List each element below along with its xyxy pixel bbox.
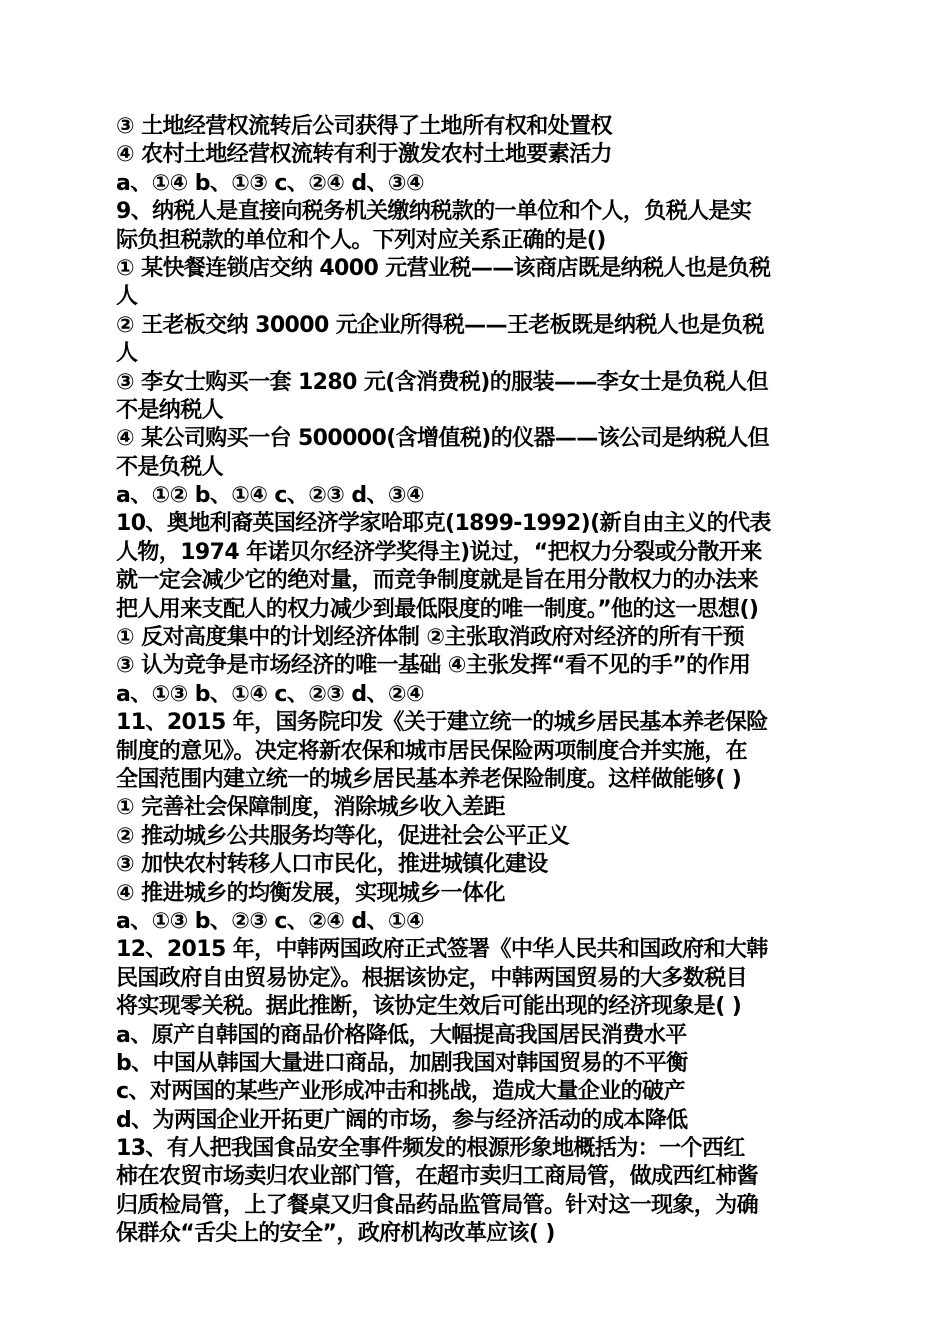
text-line: ③ 认为竞争是市场经济的唯一基础 ④主张发挥“看不见的手”的作用 [116, 653, 751, 679]
text-line: 9、纳税人是直接向税务机关缴纳税款的一单位和个人，负税人是实 [116, 199, 752, 225]
text-line: a、①③ b、①④ c、②③ d、②④ [116, 681, 424, 707]
text-line: 11、2015 年，国务院印发《关于建立统一的城乡居民基本养老保险 [116, 710, 768, 736]
text-line: 人物，1974 年诺贝尔经济学奖得主)说过，“把权力分裂或分散开来 [116, 539, 762, 565]
text-line: c、对两国的某些产业形成冲击和挑战，造成大量企业的破产 [116, 1079, 685, 1105]
text-line: ④ 农村土地经营权流转有利于激发农村土地要素活力 [116, 142, 612, 168]
text-line: 人 [116, 341, 138, 367]
text-line: a、原产自韩国的商品价格降低，大幅提高我国居民消费水平 [116, 1022, 687, 1048]
text-line: b、中国从韩国大量进口商品，加剧我国对韩国贸易的不平衡 [116, 1050, 688, 1076]
text-line: d、为两国企业开拓更广阔的市场，参与经济活动的成本降低 [116, 1107, 688, 1133]
text-line: ③ 李女士购买一套 1280 元(含消费税)的服装——李女士是负税人但 [116, 369, 768, 395]
text-line: ② 王老板交纳 30000 元企业所得税——王老板既是纳税人也是负税 [116, 312, 764, 338]
text-line: 全国范围内建立统一的城乡居民基本养老保险制度。这样做能够( ) [116, 766, 742, 792]
text-line: ① 某快餐连锁店交纳 4000 元营业税——该商店既是纳税人也是负税 [116, 255, 771, 281]
text-line: 将实现零关税。据此推断，该协定生效后可能出现的经济现象是( ) [116, 994, 742, 1020]
text-line: ① 完善社会保障制度，消除城乡收入差距 [116, 795, 505, 821]
text-line: ① 反对高度集中的计划经济体制 ②主张取消政府对经济的所有干预 [116, 625, 744, 651]
text-line: 民国政府自由贸易协定》。根据该协定，中韩两国贸易的大多数税目 [116, 965, 748, 991]
text-line: a、①④ b、①③ c、②④ d、③④ [116, 170, 424, 196]
text-line: 不是负税人 [116, 454, 224, 480]
text-line: 就一定会减少它的绝对量，而竞争制度就是旨在用分散权力的办法来 [116, 568, 759, 594]
text-line: a、①② b、①④ c、②③ d、③④ [116, 483, 424, 509]
text-line: 制度的意见》。决定将新农保和城市居民保险两项制度合并实施，在 [116, 738, 748, 764]
text-line: ③ 加快农村转移人口市民化，推进城镇化建设 [116, 852, 548, 878]
text-line: a、①③ b、②③ c、②④ d、①④ [116, 908, 424, 934]
text-line: 归质检局管，上了餐桌又归食品药品监管局管。针对这一现象，为确 [116, 1192, 759, 1218]
text-line: ④ 推进城乡的均衡发展，实现城乡一体化 [116, 880, 505, 906]
text-line: 不是纳税人 [116, 397, 224, 423]
text-line: 把人用来支配人的权力减少到最低限度的唯一制度。”他的这一思想() [116, 596, 759, 622]
document-body [116, 113, 836, 1249]
text-line: 12、2015 年，中韩两国政府正式签署《中华人民共和国政府和大韩 [116, 937, 768, 963]
text-line: 13、有人把我国食品安全事件频发的根源形象地概括为：一个西红 [116, 1136, 745, 1162]
text-line: 10、奥地利裔英国经济学家哈耶克(1899-1992)(新自由主义的代表 [116, 511, 771, 537]
text-line: 保群众“舌尖上的安全”，政府机构改革应该( ) [116, 1221, 555, 1247]
text-line: ② 推动城乡公共服务均等化，促进社会公平正义 [116, 823, 570, 849]
text-line: 柿在农贸市场卖归农业部门管，在超市卖归工商局管，做成西红柿酱 [116, 1164, 759, 1190]
text-line: ④ 某公司购买一台 500000(含增值税)的仪器——该公司是纳税人但 [116, 426, 769, 452]
text-line: ③ 土地经营权流转后公司获得了土地所有权和处置权 [116, 114, 612, 139]
text-line: 际负担税款的单位和个人。下列对应关系正确的是() [116, 227, 606, 253]
text-line: 人 [116, 284, 138, 310]
